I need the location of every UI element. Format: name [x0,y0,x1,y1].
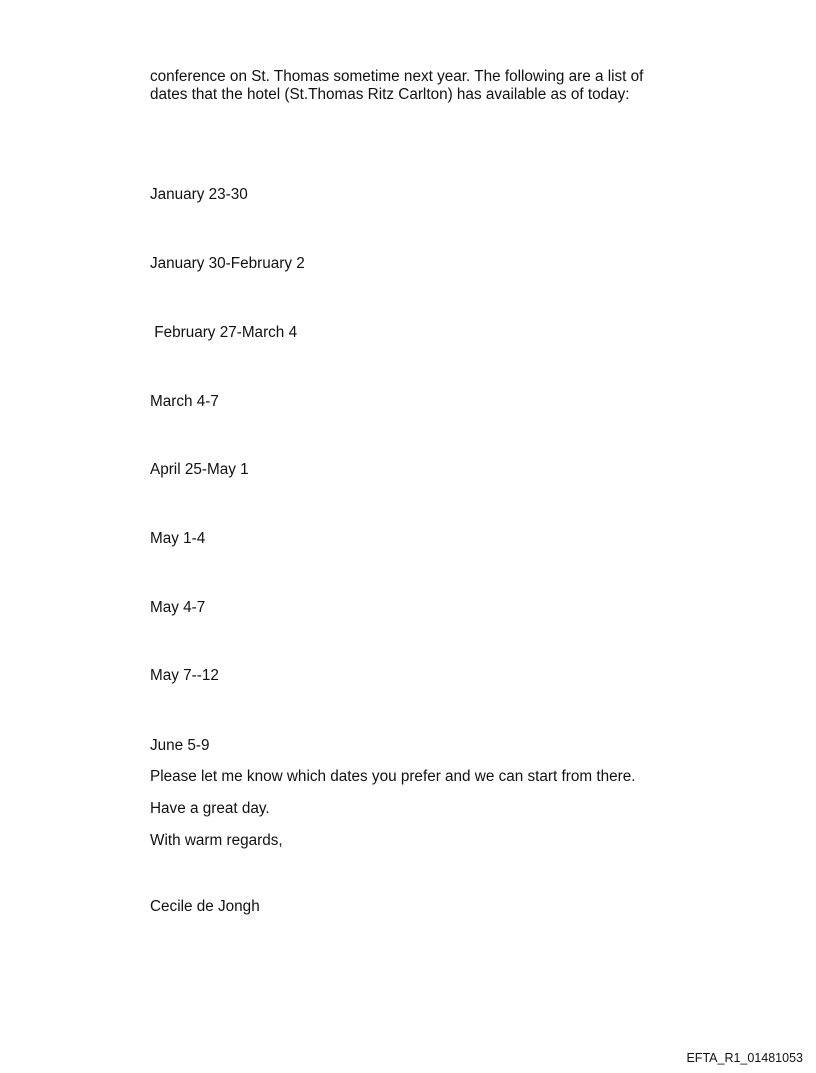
greeting: Have a great day. [150,800,270,817]
intro-paragraph: conference on St. Thomas sometime next year. The following are a list of dates that the hotel (St.Thomas Ritz Carlton) has available as of today: [150,68,644,103]
date-item: January 23-30 [150,186,248,203]
date-item: February 27-March 4 [150,324,298,341]
date-item: April 25-May 1 [150,461,249,478]
closing-request: Please let me know which dates you prefer and we can start from there. [150,768,636,785]
signature: Cecile de Jongh [150,898,260,915]
date-item: March 4-7 [150,393,219,410]
date-item: January 30-February 2 [150,255,305,272]
signoff: With warm regards, [150,832,283,849]
date-item: May 7--12 [150,667,219,684]
date-item: May 4-7 [150,599,206,616]
date-item: May 1-4 [150,530,206,547]
date-item: June 5-9 [150,737,210,754]
document-id: EFTA_R1_01481053 [686,1051,803,1065]
